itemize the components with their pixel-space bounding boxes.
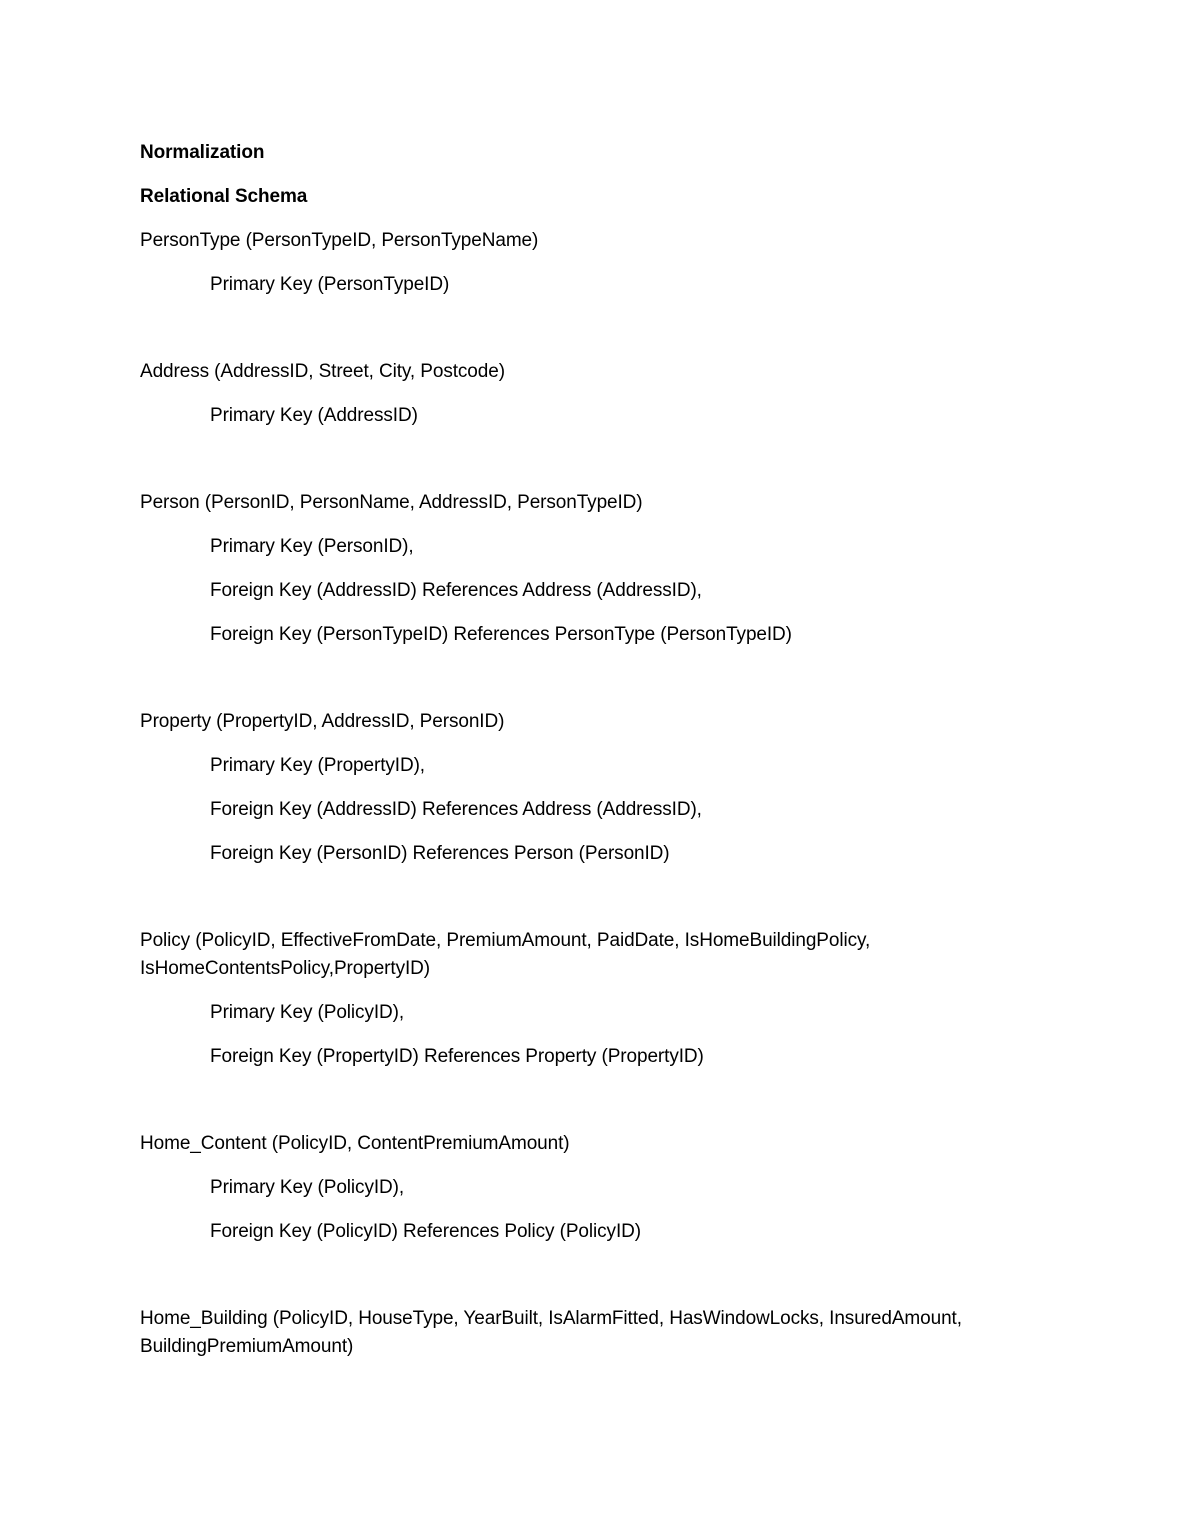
constraint-line: Foreign Key (AddressID) References Address (AddressID),: [210, 799, 702, 820]
constraint-line: Foreign Key (PolicyID) References Policy (PolicyID): [210, 1221, 641, 1242]
schema-home-content: Home_Content (PolicyID, ContentPremiumAmount): [140, 1133, 570, 1154]
constraint-line: Primary Key (PolicyID),: [210, 1177, 405, 1198]
schema-property: Property (PropertyID, AddressID, PersonID): [140, 711, 505, 732]
section-heading: Relational Schema: [140, 186, 308, 207]
constraint-line: Primary Key (PersonID),: [210, 536, 414, 557]
page-title: Normalization: [140, 142, 265, 163]
schema-home-building-line-1: Home_Building (PolicyID, HouseType, YearBuilt, IsAlarmFitted, HasWindowLocks, InsuredAmount,: [140, 1308, 962, 1329]
schema-policy-line-1: Policy (PolicyID, EffectiveFromDate, PremiumAmount, PaidDate, IsHomeBuildingPolicy,: [140, 930, 871, 951]
schema-home-building-line-2: BuildingPremiumAmount): [140, 1336, 354, 1357]
schema-address: Address (AddressID, Street, City, Postcode): [140, 361, 505, 382]
constraint-line: Primary Key (PropertyID),: [210, 755, 425, 776]
constraint-line: Foreign Key (PropertyID) References Property (PropertyID): [210, 1046, 704, 1067]
constraint-line: Primary Key (AddressID): [210, 405, 418, 426]
constraint-line: Primary Key (PolicyID),: [210, 1002, 405, 1023]
constraint-line: Primary Key (PersonTypeID): [210, 274, 450, 295]
constraint-line: Foreign Key (PersonTypeID) References PersonType (PersonTypeID): [210, 624, 792, 645]
constraint-line: Foreign Key (AddressID) References Address (AddressID),: [210, 580, 702, 601]
schema-persontype: PersonType (PersonTypeID, PersonTypeName): [140, 230, 539, 251]
schema-policy-line-2: IsHomeContentsPolicy,PropertyID): [140, 958, 430, 979]
schema-person: Person (PersonID, PersonName, AddressID, PersonTypeID): [140, 492, 643, 513]
constraint-line: Foreign Key (PersonID) References Person (PersonID): [210, 843, 670, 864]
